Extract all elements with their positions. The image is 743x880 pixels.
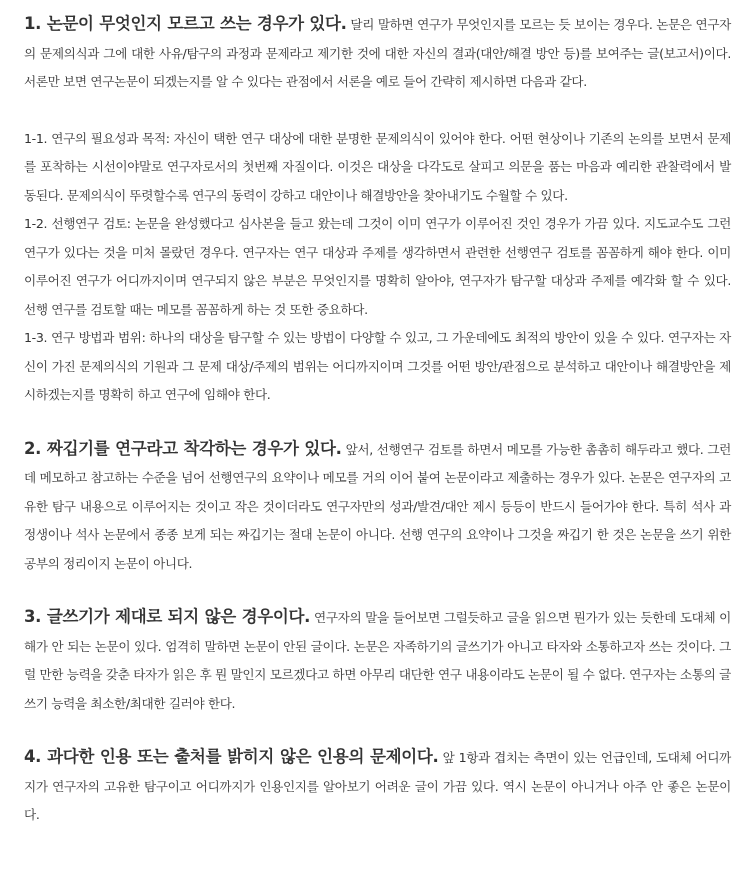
section-1	[24, 10, 731, 97]
subsection-1-3: 1-3. 연구 방법과 범위: 하나의 대상을 탐구할 수 있는 방법이 다양할 수 있고, 그 가운데에도 최적의 방안이 있을 수 있다. 연구자는 자신이 가진 문제의식의 기원과 그 문제 대상/주제의 범위는 어디까지이며 그것를 어떤 방안/관점으로 분석하고 대안이나 해결방안을 제시하겠는지를 명확히 하고 연구에 임해야 한다.	[24, 330, 731, 402]
section-4-body: 앞 1항과 겹치는 측면이 있는 언급인데, 도대체 어디까지가 연구자의 고유한 탐구이고 어디까지가 인용인지를 알아보기 어려운 글이 가끔 있다. 역시 논문이 아니거나 아주 안 좋은 논문이다.	[24, 750, 731, 822]
subsection-1-2: 1-2. 선행연구 검토: 논문을 완성했다고 심사본을 들고 왔는데 그것이 이미 연구가 이루어진 것인 경우가 가끔 있다. 지도교수도 그런 연구가 있다는 것을 미처 몰랐던 경우다. 연구자는 연구 대상과 주제를 생각하면서 관련한 선행연구 검토를 꼼꼼하게 해야 한다. 이미 이루어진 연구가 어디까지이며 연구되지 않은 부분은 무엇인지를 명확히 알아야, 연구자가 탐구할 대상과 주제를 예각화 할 수 있다. 선행 연구를 검토할 때는 메모를 꼼꼼하게 하는 것 또한 중요하다.	[24, 216, 731, 317]
section-1-heading: 1. 논문이 무엇인지 모르고 쓰는 경우가 있다.	[24, 14, 347, 33]
section-2-body: 앞서, 선행연구 검토를 하면서 메모를 가능한 촘촘히 해두라고 했다. 그런데 메모하고 참고하는 수준을 넘어 선행연구의 요약이나 메모를 거의 이어 붙여 논문이라고 제출하는 경우가 있다. 논문은 연구자의 고유한 탐구 내용으로 이루어지는 것이고 작은 것이더라도 연구자만의 성과/발견/대안 제시 등등이 반드시 들어가야 한다. 특히 석사 과정생이나 석사 논문에서 종종 보게 되는 짜깁기는 절대 논문이 아니다. 선행 연구의 요약이나 그것을 짜깁기 한 것은 논문을 쓰기 위한 공부의 정리이지 논문이 아니다.	[24, 441, 731, 571]
section-3-body: 연구자의 말을 들어보면 그럴듯하고 글을 읽으면 뭔가가 있는 듯한데 도대체 이해가 안 되는 논문이 있다. 엄격히 말하면 논문이 안된 글이다. 논문은 자족하기의 글쓰기가 아니고 타자와 소통하고자 쓰는 것이다. 그럴 만한 능력을 갖춘 타자가 읽은 후 뭔 말인지 모르겠다고 하면 아무리 대단한 연구 내용이라도 논문이 될 수 없다. 연구자는 소통의 글쓰기 능력을 최소한/최대한 길러야 한다.	[24, 610, 731, 711]
section-4	[24, 743, 731, 830]
section-3	[24, 603, 731, 718]
section-3-heading: 3. 글쓰기가 제대로 되지 않은 경우이다.	[24, 607, 311, 626]
section-2	[24, 435, 731, 579]
section-1-body: 달리 말하면 연구가 무엇인지를 모르는 듯 보이는 경우다. 논문은 연구자의 문제의식과 그에 대한 사유/탐구의 과정과 문제라고 제기한 것에 대한 자신의 결과(대안/해결 방안 등)를 보여주는 글(보고서)이다. 서론만 보면 연구논문이 되겠는지를 알 수 있다는 관점에서 서론을 예로 들어 간략히 제시하면 다음과 같다.	[24, 17, 731, 89]
subsection-1-1: 1-1. 연구의 필요성과 목적: 자신이 택한 연구 대상에 대한 분명한 문제의식이 있어야 한다. 어떤 현상이나 기존의 논의를 보면서 문제를 포착하는 시선이야말로 연구자로서의 첫번째 자질이다. 이것은 대상을 다각도로 살피고 의문을 품는 마음과 예리한 관찰력에서 발동된다. 문제의식이 뚜렷할수록 연구의 동력이 강하고 대안이나 해결방안을 찾아내기도 수월할 수 있다.	[24, 130, 731, 203]
section-4-heading: 4. 과다한 인용 또는 출처를 밝히지 않은 인용의 문제이다.	[24, 747, 439, 766]
section-2-heading: 2. 짜깁기를 연구라고 착각하는 경우가 있다.	[24, 438, 342, 458]
